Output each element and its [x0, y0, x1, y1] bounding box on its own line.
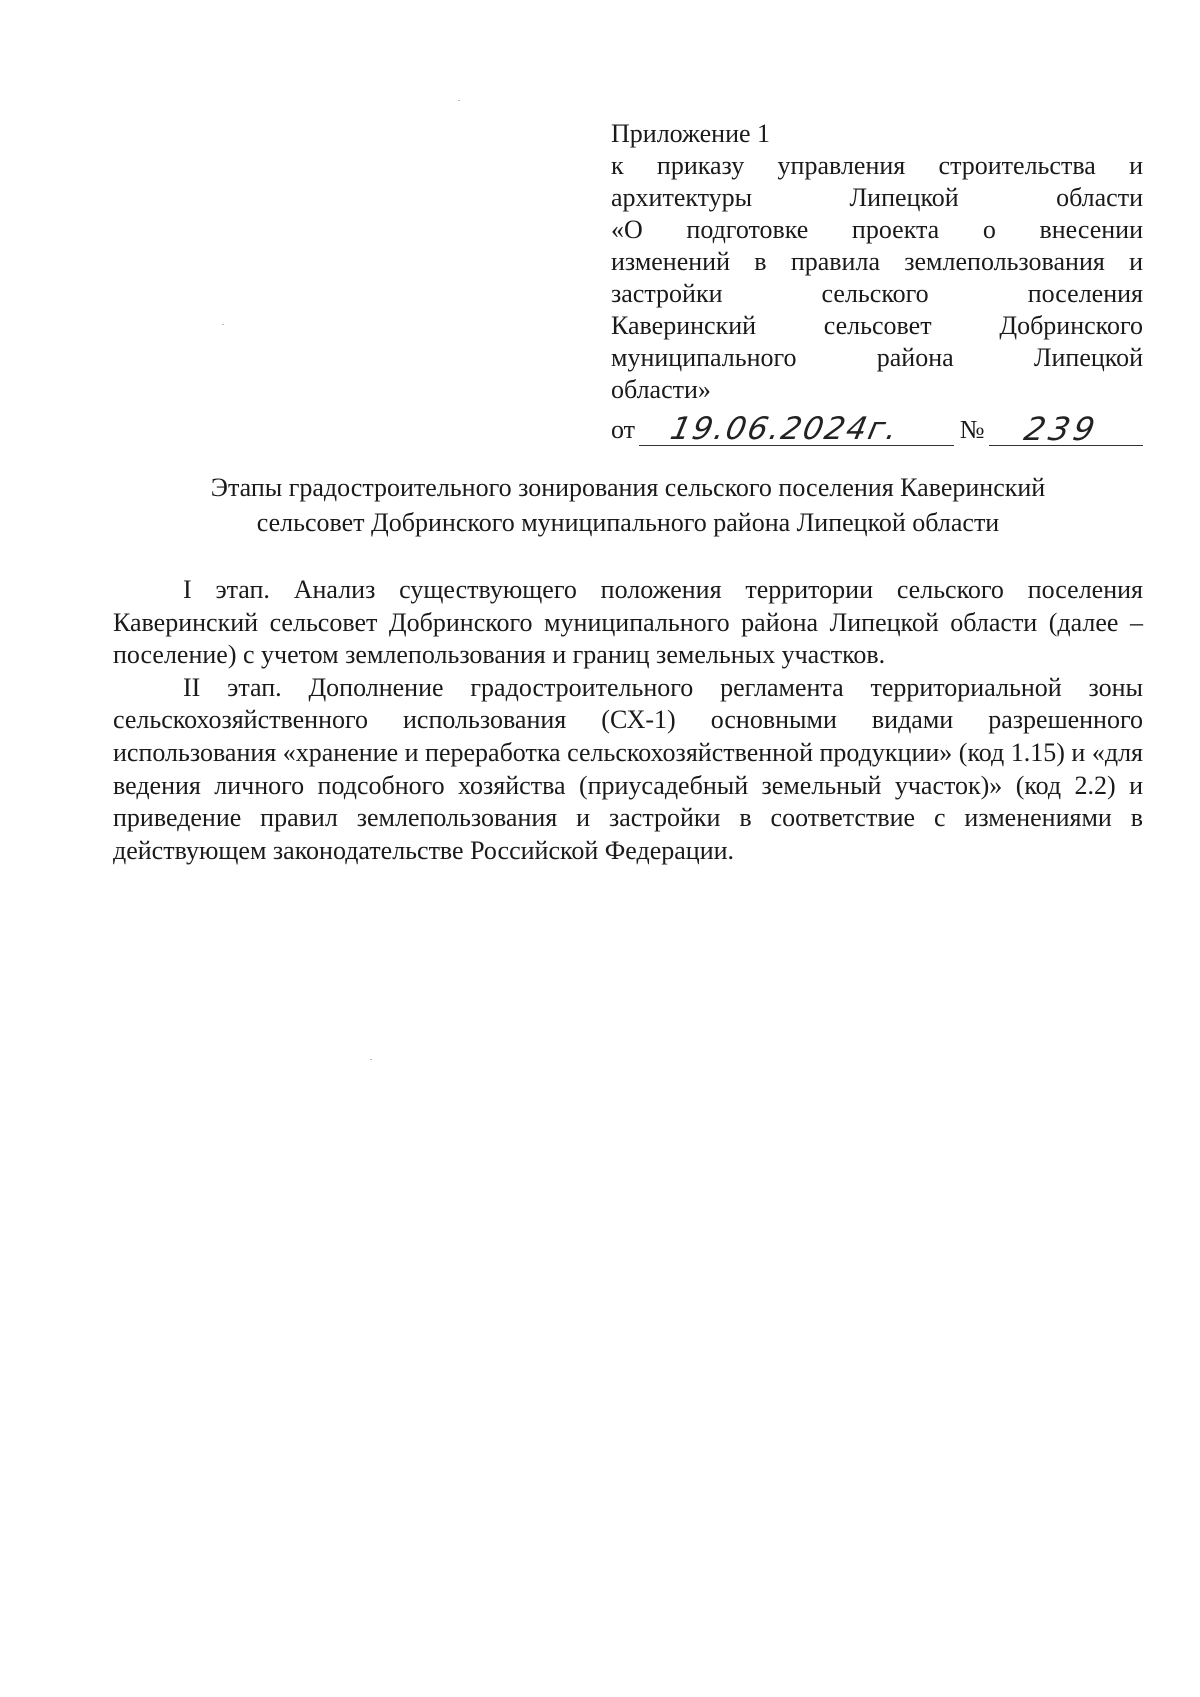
appendix-line: к приказу управления строительства и [611, 151, 1143, 180]
date-blank [639, 411, 954, 447]
handwritten-number: 239 [1020, 410, 1102, 448]
appendix-line: изменений в правила землепользования и [611, 247, 1143, 276]
appendix-block [611, 118, 1143, 446]
appendix-line: Каверинский сельсовет Добринского [611, 311, 1143, 340]
date-label: от [611, 415, 636, 444]
number-blank [989, 410, 1143, 448]
order-date-number-line [611, 408, 1143, 446]
handwritten-date: 19.06.2024г. [667, 411, 903, 447]
scan-speck [458, 100, 460, 101]
scan-speck [222, 324, 224, 325]
appendix-title: Приложение 1 [611, 119, 771, 148]
appendix-line: «О подготовке проекта о внесении [611, 215, 1143, 244]
document-title [113, 470, 1143, 540]
appendix-line: муниципального района Липецкой [611, 343, 1143, 372]
stage-paragraph: II этап. Дополнение градостроительного регламента территориальной зоны сельскохозяйственного использования (СХ-1) основными видами разрешенного использования «хранение и переработка сельскохозяйственной продукции» (код 1.15) и «для ведения личного подсобного хозяйства (приусадебный земельный участок)» (код 2.2) и приведение правил землепользования и застройки в соответствие с изменениями в действующем законодательстве Российской Федерации. [113, 672, 1143, 865]
number-label: № [959, 415, 985, 444]
appendix-line: застройки сельского поселения [611, 279, 1143, 308]
document-title-line: Этапы градостроительного зонирования сельского поселения Каверинский [210, 473, 1046, 502]
document-title-line: сельсовет Добринского муниципального района Липецкой области [256, 508, 1000, 537]
appendix-line: архитектуры Липецкой области [611, 183, 1143, 212]
stages-body [113, 574, 1143, 867]
appendix-line: области» [611, 375, 711, 404]
stage-paragraph: I этап. Анализ существующего положения территории сельского поселения Каверинский сельсовет Добринского муниципального района Липецкой области (далее – поселение) с учетом землепользования и границ земельных участков. [113, 575, 1143, 670]
scan-speck [370, 1059, 372, 1060]
